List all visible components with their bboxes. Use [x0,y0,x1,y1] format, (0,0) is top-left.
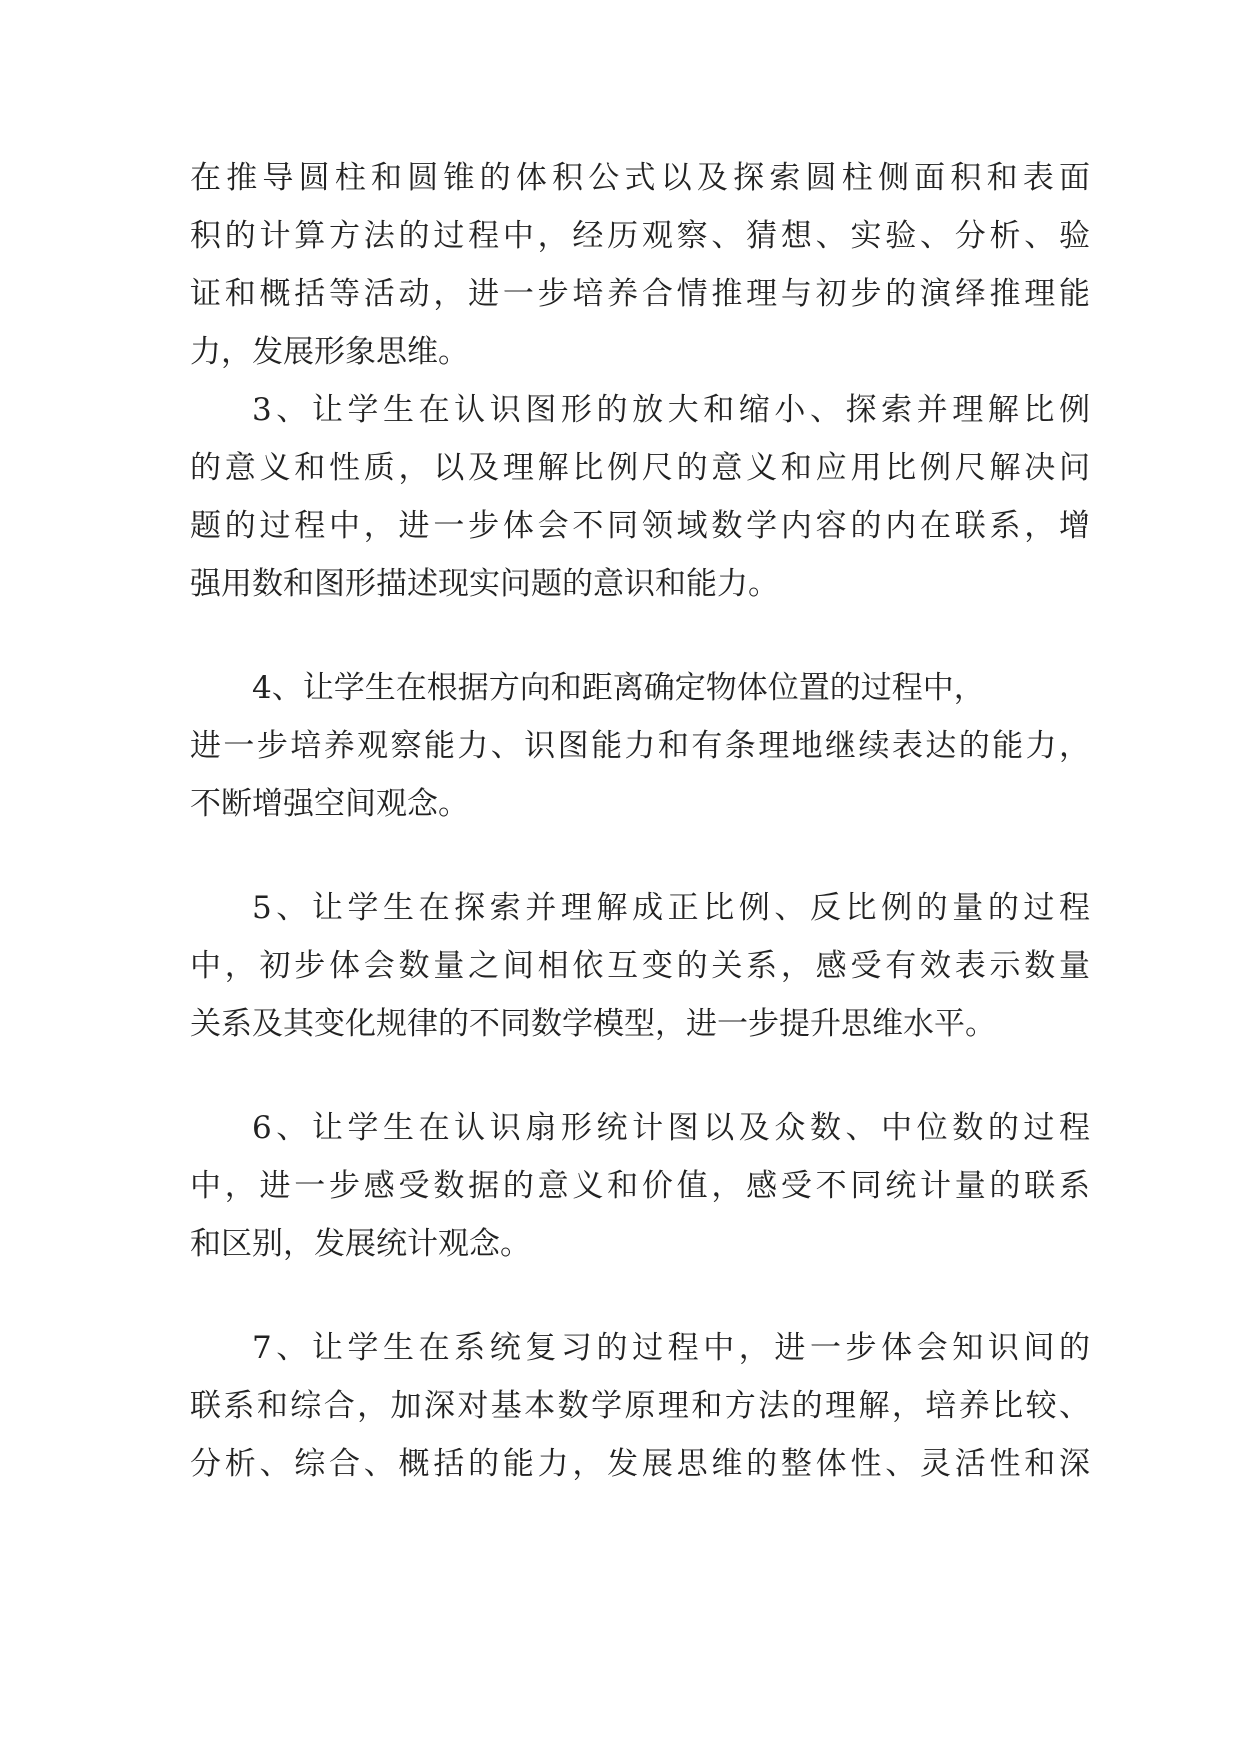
text-line: 积的计算方法的过程中，经历观察、猜想、实验、分析、验 [190,218,1090,254]
text-line: 不断增强空间观念。 [190,786,469,822]
text-line: 强用数和图形描述现实问题的意识和能力。 [190,566,779,602]
text-line: 的意义和性质，以及理解比例尺的意义和应用比例尺解决问 [190,450,1090,486]
text-line: 力，发展形象思维。 [190,334,469,370]
text-line: 和区别，发展统计观念。 [190,1226,531,1262]
text-line: 证和概括等活动，进一步培养合情推理与初步的演绎推理能 [190,276,1090,312]
text-line: 3、让学生在认识图形的放大和缩小、探索并理解比例 [252,392,1090,428]
text-line: 分析、综合、概括的能力，发展思维的整体性、灵活性和深 [190,1446,1090,1482]
text-line: 联系和综合，加深对基本数学原理和方法的理解，培养比较、 [190,1388,1090,1424]
text-line: 5、让学生在探索并理解成正比例、反比例的量的过程 [252,890,1090,926]
text-line: 7、让学生在系统复习的过程中，进一步体会知识间的 [252,1330,1090,1366]
text-line: 进一步培养观察能力、识图能力和有条理地继续表达的能力， [190,728,1090,764]
text-line: 中，进一步感受数据的意义和价值，感受不同统计量的联系 [190,1168,1090,1204]
text-line: 关系及其变化规律的不同数学模型，进一步提升思维水平。 [190,1006,996,1042]
text-line: 题的过程中，进一步体会不同领域数学内容的内在联系，增 [190,508,1090,544]
text-line: 4、让学生在根据方向和距离确定物体位置的过程中， [252,670,985,706]
text-line: 在推导圆柱和圆锥的体积公式以及探索圆柱侧面积和表面 [190,160,1090,196]
text-line: 中，初步体会数量之间相依互变的关系，感受有效表示数量 [190,948,1090,984]
text-line: 6、让学生在认识扇形统计图以及众数、中位数的过程 [252,1110,1090,1146]
